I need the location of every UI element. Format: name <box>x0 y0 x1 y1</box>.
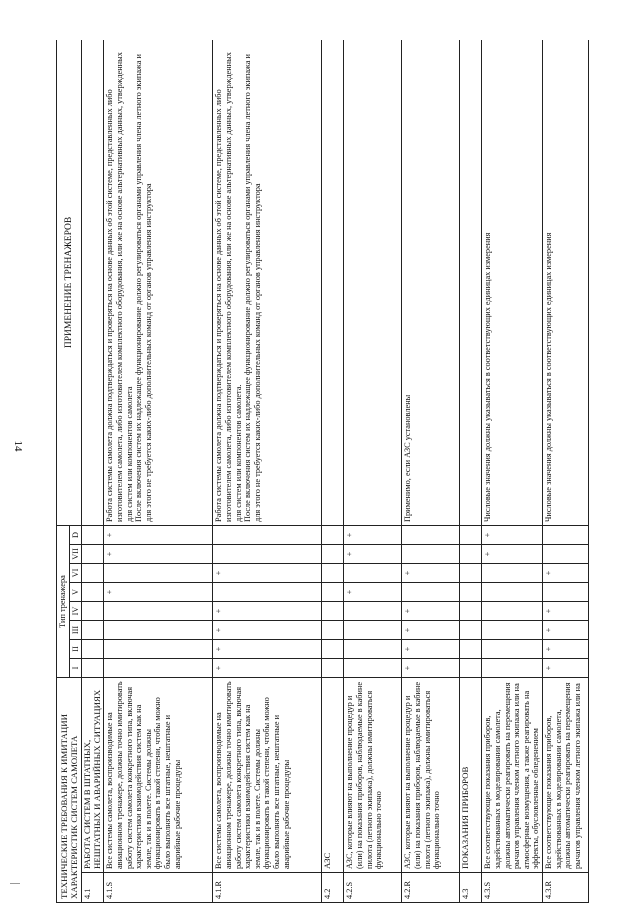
type-mark <box>104 621 213 640</box>
empty-cell <box>322 564 344 583</box>
requirement-text: АЗС, которые влияют на выполнение процедур и (или) на показания приборов, наблюдаемые в кабине пилота (летного экипажа), должны имитироваться функционально точно <box>344 678 402 873</box>
type-mark: + <box>344 525 402 544</box>
empty-cell <box>460 583 482 602</box>
empty-cell <box>460 621 482 640</box>
empty-cell <box>82 525 104 544</box>
application-text: Применимо, если АЗС установлены <box>402 40 460 525</box>
empty-cell <box>322 40 344 525</box>
type-header: III <box>69 621 82 640</box>
type-mark <box>344 640 402 659</box>
type-mark <box>482 564 543 583</box>
type-mark: + <box>344 583 402 602</box>
type-header: V <box>69 583 82 602</box>
type-mark: + <box>344 545 402 564</box>
type-mark <box>542 545 588 564</box>
type-mark: + <box>104 545 213 564</box>
row-number: 4.2 <box>322 873 344 903</box>
type-mark: + <box>104 583 213 602</box>
empty-cell <box>460 525 482 544</box>
empty-cell <box>82 545 104 564</box>
scan-mark <box>10 883 20 884</box>
type-mark <box>402 583 460 602</box>
type-mark: + <box>482 545 543 564</box>
empty-cell <box>82 583 104 602</box>
type-mark <box>482 659 543 678</box>
header-trainer-type: Тип тренажера <box>57 525 70 677</box>
type-mark <box>542 583 588 602</box>
type-header: VI <box>69 564 82 583</box>
section-row <box>82 40 104 903</box>
type-mark <box>542 525 588 544</box>
empty-cell <box>322 545 344 564</box>
section-row <box>460 40 482 903</box>
header-application: ПРИМЕНЕНИЕ ТРЕНАЖЕРОВ <box>57 40 82 525</box>
type-mark <box>344 621 402 640</box>
application-text: Числовые значения должны указываться в соответствующих единицах измерения <box>542 40 588 525</box>
type-mark: + <box>213 659 322 678</box>
requirement-row <box>344 40 402 903</box>
row-number: 4.2.R <box>402 873 460 903</box>
type-mark <box>344 602 402 621</box>
type-header: D <box>69 525 82 544</box>
row-number: 4.3.R <box>542 873 588 903</box>
empty-cell <box>460 659 482 678</box>
type-mark <box>482 583 543 602</box>
row-number: 4.3 <box>460 873 482 903</box>
type-mark <box>344 659 402 678</box>
type-header: IV <box>69 602 82 621</box>
type-mark <box>213 525 322 544</box>
section-row <box>322 40 344 903</box>
empty-cell <box>82 602 104 621</box>
requirement-row <box>482 40 543 903</box>
type-mark <box>104 659 213 678</box>
type-mark <box>402 545 460 564</box>
type-mark: + <box>542 640 588 659</box>
row-number: 4.3.S <box>482 873 543 903</box>
type-header: VII <box>69 545 82 564</box>
requirement-row <box>402 40 460 903</box>
page-number: 14 <box>12 440 24 452</box>
type-mark: + <box>402 659 460 678</box>
type-mark <box>402 525 460 544</box>
requirement-row <box>213 40 322 903</box>
row-number: 4.1.S <box>104 873 213 903</box>
empty-cell <box>460 564 482 583</box>
requirements-table <box>56 40 589 903</box>
application-text: Числовые значения должны указываться в соответствующих единицах измерения <box>482 40 543 525</box>
type-mark <box>213 545 322 564</box>
type-mark <box>482 602 543 621</box>
requirement-text: Все соответствующие показания приборов, задействованных в моделировании самолета, должны автоматически реагировать на перемещения рычагов управления членом летного экипажа или на <box>542 678 588 873</box>
type-mark: + <box>542 659 588 678</box>
requirement-text: АЗС, которые влияют на выполнение процедур и (или) на показания приборов, наблюдаемые в кабине пилота (летного экипажа), должны имитироваться функционально точно <box>402 678 460 873</box>
type-mark <box>104 602 213 621</box>
type-mark: + <box>213 621 322 640</box>
type-mark: + <box>213 602 322 621</box>
empty-cell <box>82 640 104 659</box>
type-mark: + <box>213 564 322 583</box>
type-mark: + <box>542 621 588 640</box>
empty-cell <box>82 40 104 525</box>
section-title: ПОКАЗАНИЯ ПРИБОРОВ <box>460 678 482 873</box>
type-mark <box>344 564 402 583</box>
application-text <box>344 40 402 525</box>
section-title: РАБОТА СИСТЕМ В ШТАТНЫХ, НЕШТАТНЫХ И АВАРИЙНЫХ СИТУАЦИЯХ <box>82 678 104 873</box>
requirement-text: Все системы самолета, воспроизводимые на авиационном тренажере, должны точно имитировать работу систем самолета конкретного типа, включая характеристики взаимодействия систем как на земле, так и в полете. Системы должны функционировать в такой степени, чтобы можно было выполнять все штатные, нештатные и аварийные рабочие процедуры <box>104 678 213 873</box>
type-mark: + <box>402 564 460 583</box>
requirement-row <box>104 40 213 903</box>
type-mark <box>482 640 543 659</box>
empty-cell <box>82 621 104 640</box>
document-sheet <box>56 40 606 903</box>
empty-cell <box>82 659 104 678</box>
empty-cell <box>460 640 482 659</box>
type-mark <box>104 640 213 659</box>
header-row <box>57 40 70 903</box>
empty-cell <box>460 40 482 525</box>
row-number: 4.1 <box>82 873 104 903</box>
requirement-text: Все системы самолета, воспроизводимые на авиационном тренажере, должны точно имитировать работу систем самолета конкретного типа, включая характеристики взаимодействия систем как на земле, так и в полете. Системы должны функционировать в такой степени, чтобы можно было выполнять все штатные, нештатные и аварийные рабочие процедуры <box>213 678 322 873</box>
header-requirements: ТЕХНИЧЕСКИЕ ТРЕБОВАНИЯ К ИМИТАЦИИ ХАРАКТЕРИСТИК СИСТЕМ САМОЛЕТА <box>57 678 82 903</box>
rotated-table-container <box>56 40 606 903</box>
type-mark: + <box>402 640 460 659</box>
empty-cell <box>322 621 344 640</box>
section-title: АЗС <box>322 678 344 873</box>
application-text: Работа системы самолета должна подтверждаться и проверяться на основе данных об этой системе, представленных либо изготовителем самолета, либо изготовителем комплектного оборудования, или же на основе альтернативных данных, утвержденных для систем или компонентов самолета. После включения систем их надлежащее функционирование должно регулироваться органами управления члена летного экипажа и для этого не требуется каких-либо дополнительных команд от органов управления инструктора <box>213 40 322 525</box>
empty-cell <box>322 583 344 602</box>
type-mark <box>104 564 213 583</box>
empty-cell <box>460 602 482 621</box>
application-text: Работа системы самолета должна подтверждаться и проверяться на основе данных об этой системе, представленных либо изготовителем самолета, либо изготовителем комплектного оборудования, или же на основе альтернативных данных, утвержденных для систем или компонентов самолета После включения систем их надлежащее функционирование должно регулироваться органами управления члена летного экипажа и для этого не требуется каких-либо дополнительных команд от органов управления инструктора <box>104 40 213 525</box>
empty-cell <box>82 564 104 583</box>
requirement-row <box>542 40 588 903</box>
type-mark: + <box>482 525 543 544</box>
type-mark: + <box>402 602 460 621</box>
type-mark: + <box>542 602 588 621</box>
type-mark: + <box>213 640 322 659</box>
type-header: I <box>69 659 82 678</box>
row-number: 4.2.S <box>344 873 402 903</box>
type-header: II <box>69 640 82 659</box>
requirement-text: Все соответствующие показания приборов, задействованных в моделировании самолета, должны автоматически реагировать на перемещения рычагов управления членом летного экипажа или на атмосферные возмущения, а также реагировать на эффекты, обусловленные обледенением <box>482 678 543 873</box>
empty-cell <box>322 640 344 659</box>
row-number: 4.1.R <box>213 873 322 903</box>
empty-cell <box>322 602 344 621</box>
empty-cell <box>322 525 344 544</box>
type-mark: + <box>402 621 460 640</box>
empty-cell <box>460 545 482 564</box>
type-mark <box>213 583 322 602</box>
type-mark: + <box>104 525 213 544</box>
type-mark: + <box>542 564 588 583</box>
type-mark <box>482 621 543 640</box>
empty-cell <box>322 659 344 678</box>
